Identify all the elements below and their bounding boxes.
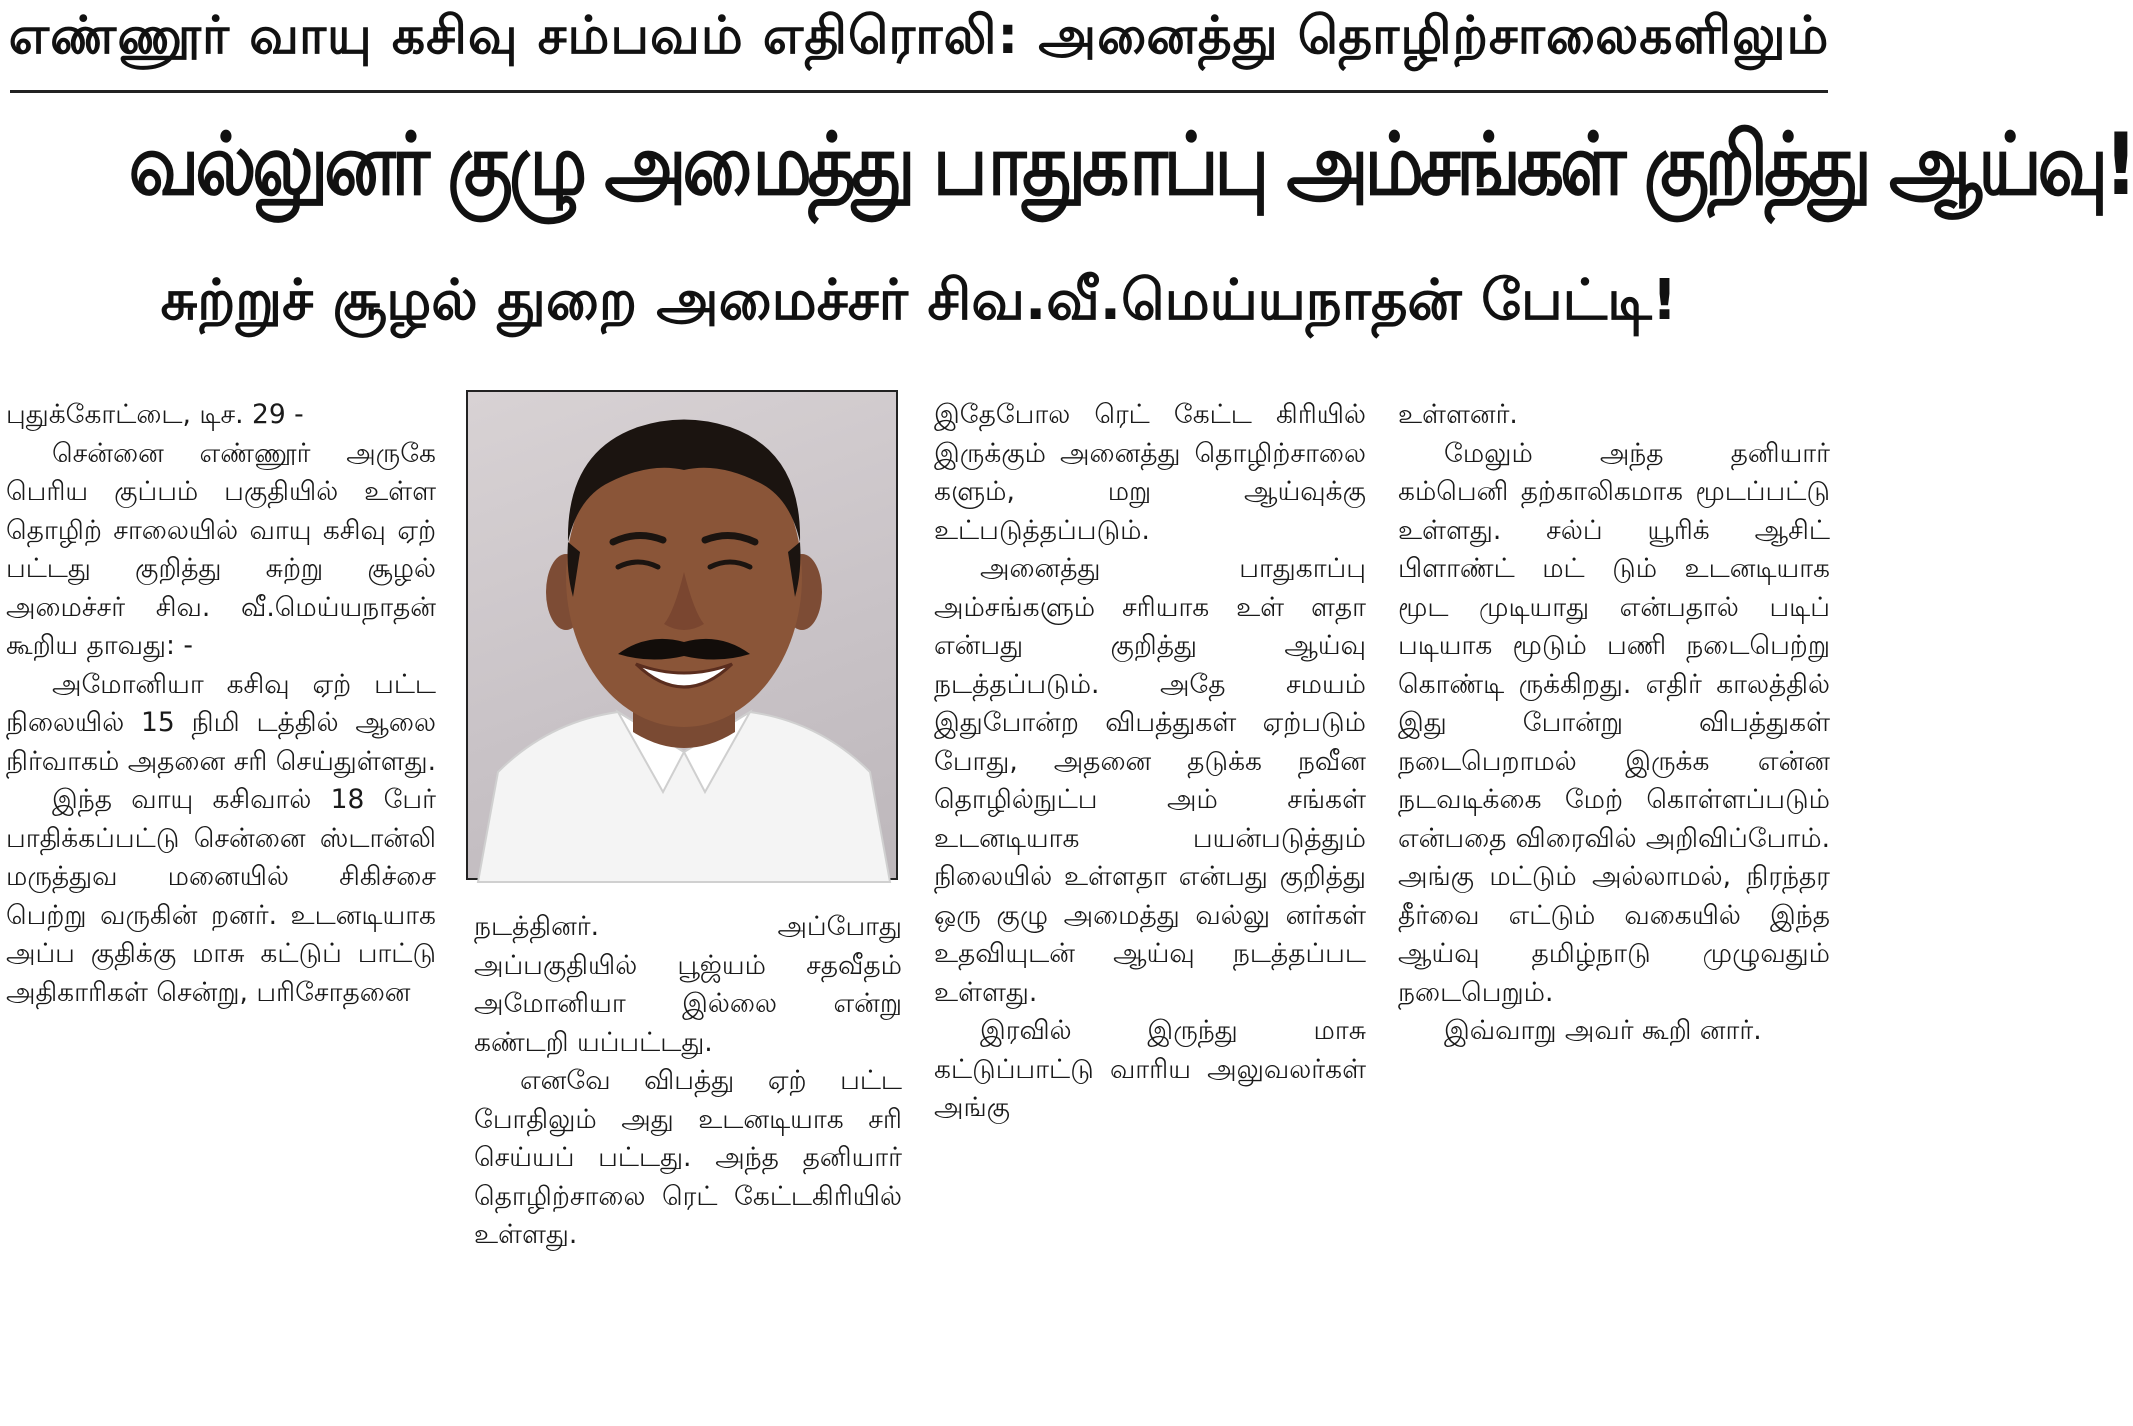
article-column-3 [934,396,1366,1128]
paragraph: இதேபோல ரெட் கேட்ட கிரியில் இருக்கும் அனைத்து தொழிற்சாலை களும், மறு ஆய்வுக்கு உட்படுத்தப்படும். [934,399,1366,546]
paragraph: இரவில் இருந்து மாசு கட்டுப்பாட்டு வாரிய அலுவலர்கள் அங்கு [934,1015,1366,1123]
sub-headline: சுற்றுச் சூழல் துறை அமைச்சர் சிவ.வீ.மெய்யநாதன் பேட்டி! [160,268,1678,333]
article-column-4 [1398,396,1830,1051]
main-headline: வல்லுனர் குழு அமைத்து பாதுகாப்பு அம்சங்கள் குறித்து ஆய்வு! [128,115,2133,215]
paragraph: அனைத்து பாதுகாப்பு அம்சங்களும் சரியாக உள் ளதா என்பது குறித்து ஆய்வு நடத்தப்படும். அதே சமயம் இதுபோன்ற விபத்துகள் ஏற்படும் போது, அதனை தடுக்க நவீன தொழில்நுட்ப அம் சங்கள் உடனடியாக பயன்படுத்தும் நிலையில் உள்ளதா என்பது குறித்து ஒரு குழு அமைத்து வல்லு னர்கள் உதவியுடன் ஆய்வு நடத்தப்பட உள்ளது. [934,553,1366,1008]
kicker-headline: எண்ணூர் வாயு கசிவு சம்பவம் எதிரொலி: அனைத்து தொழிற்சாலைகளிலும் [8,6,1830,66]
article-column-2 [474,908,902,1255]
dateline: புதுக்கோட்டை, டிச. 29 - [6,399,304,430]
paragraph: இந்த வாயு கசிவால் 18 பேர் பாதிக்கப்பட்டு சென்னை ஸ்டான்லி மருத்துவ மனையில் சிகிச்சை பெற்று வருகின் றனர். உடனடியாக அப்ப குதிக்கு மாசு கட்டுப் பாட்டு அதிகாரிகள் சென்று, பரிசோதனை [6,784,436,1008]
paragraph: மேலும் அந்த தனியார் கம்பெனி தற்காலிகமாக மூடப்பட்டு உள்ளது. சல்ப் யூரிக் ஆசிட் பிளாண்ட் மட் டும் உடனடியாக மூட முடியாது என்பதால் படிப் படியாக மூடும் பணி நடைபெற்று கொண்டி ருக்கிறது. எதிர் காலத்தில் இது போன்று விபத்துகள் நடைபெறாமல் இருக்க என்ன நடவடிக்கை மேற் கொள்ளப்படும் என்பதை விரைவில் அறிவிப்போம். அங்கு மட்டும் அல்லாமல், நிரந்தர தீர்வை எட்டும் வகையில் இந்த ஆய்வு தமிழ்நாடு முழுவதும் நடைபெறும். [1398,437,1830,1008]
article-column-1 [6,396,436,1012]
portrait-illustration [468,392,900,882]
paragraph: நடத்தினர். அப்போது அப்பகுதியில் பூஜ்யம் சதவீதம் அமோனியா இல்லை என்று கண்டறி யப்பட்டது. [474,911,902,1058]
paragraph: எனவே விபத்து ஏற் பட்ட போதிலும் அது உடனடியாக சரி செய்யப் பட்டது. அந்த தனியார் தொழிற்சாலை ரெட் கேட்டகிரியில் உள்ளது. [474,1065,902,1250]
paragraph: அமோனியா கசிவு ஏற் பட்ட நிலையில் 15 நிமி டத்தில் ஆலை நிர்வாகம் அதனை சரி செய்துள்ளது. [6,668,437,777]
paragraph: சென்னை எண்ணூர் அருகே பெரிய குப்பம் பகுதியில் உள்ள தொழிற் சாலையில் வாயு கசிவு ஏற் பட்டது குறித்து சுற்று சூழல் அமைச்சர் சிவ. வீ.மெய்யநாதன் கூறிய தாவது: - [6,437,436,661]
headline-divider [10,90,1828,93]
paragraph: இவ்வாறு அவர் கூறி னார். [1444,1015,1762,1046]
minister-photo [466,390,898,880]
paragraph: உள்ளனர். [1398,399,1518,430]
